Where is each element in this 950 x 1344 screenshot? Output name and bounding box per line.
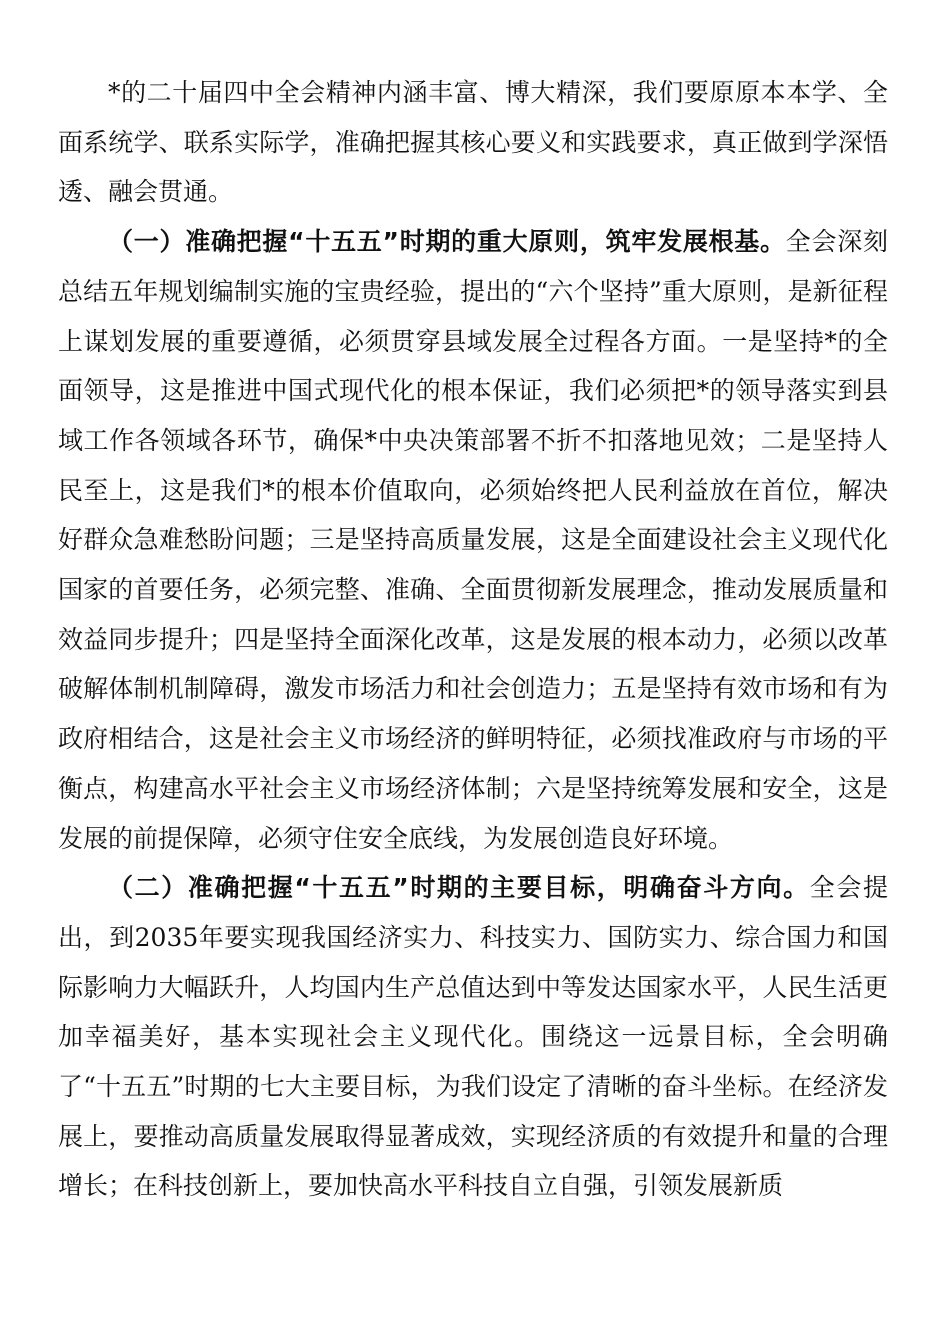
document-page xyxy=(58,68,888,1211)
section-one-body: 全会深刻总结五年规划编制实施的宝贵经验，提出的“六个坚持”重大原则，是新征程上谋划发展的重要遵循，必须贯穿县域发展全过程各方面。一是坚持*的全面领导，这是推进中国式现代化的根本保证，我们必须把*的领导落实到县域工作各领域各环节，确保*中央决策部署不折不扣落地见效；二是坚持人民至上，这是我们*的根本价值取向，必须始终把人民利益放在首位，解决好群众急难愁盼问题；三是坚持高质量发展，这是全面建设社会主义现代化国家的首要任务，必须完整、准确、全面贯彻新发展理念，推动发展质量和效益同步提升；四是坚持全面深化改革，这是发展的根本动力，必须以改革破解体制机制障碍，激发市场活力和社会创造力；五是坚持有效市场和有为政府相结合，这是社会主义市场经济的鲜明特征，必须找准政府与市场的平衡点，构建高水平社会主义市场经济体制；六是坚持统筹发展和安全，这是发展的前提保障，必须守住安全底线，为发展创造良好环境。 xyxy=(58,227,888,853)
intro-paragraph-body: *的二十届四中全会精神内涵丰富、博大精深，我们要原原本本学、全面系统学、联系实际学，准确把握其核心要义和实践要求，真正做到学深悟透、融会贯通。 xyxy=(58,78,888,207)
intro-paragraph xyxy=(58,68,888,217)
section-one-paragraph xyxy=(58,217,888,863)
section-two-paragraph xyxy=(58,863,888,1211)
section-two-body: 全会提出，到2035年要实现我国经济实力、科技实力、国防实力、综合国力和国际影响力大幅跃升，人均国内生产总值达到中等发达国家水平，人民生活更加幸福美好，基本实现社会主义现代化。围绕这一远景目标，全会明确了“十五五”时期的七大主要目标，为我们设定了清晰的奋斗坐标。在经济发展上，要推动高质量发展取得显著成效，实现经济质的有效提升和量的合理增长；在科技创新上，要加快高水平科技自立自强，引领发展新质 xyxy=(58,873,888,1201)
section-two-heading: （二）准确把握“十五五”时期的主要目标，明确奋斗方向。 xyxy=(108,873,810,903)
section-one-heading: （一）准确把握“十五五”时期的重大原则，筑牢发展根基。 xyxy=(108,227,786,257)
